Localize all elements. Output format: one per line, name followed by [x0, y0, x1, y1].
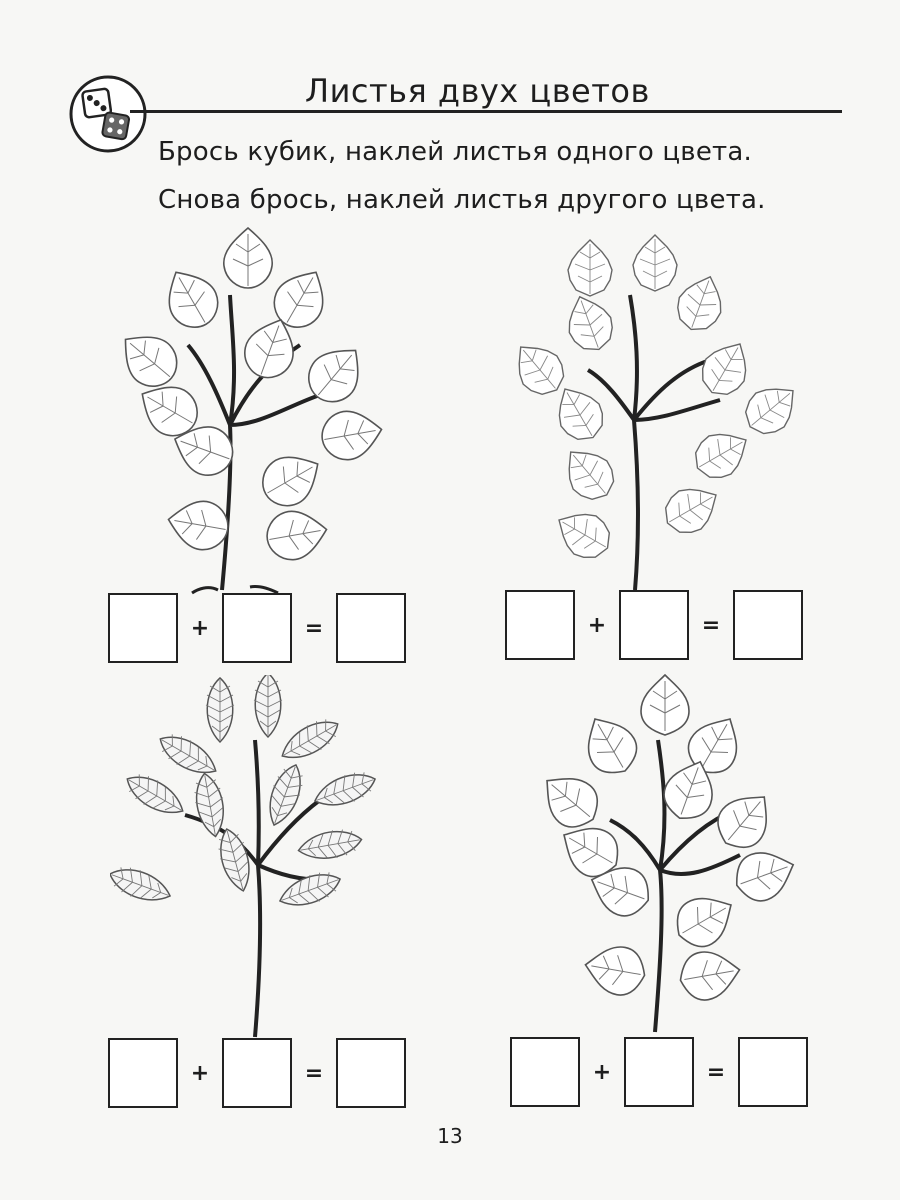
answer-box-1c[interactable] [336, 593, 406, 663]
plus-sign: + [190, 1060, 210, 1086]
plus-sign: + [592, 1059, 612, 1085]
answer-box-2a[interactable] [505, 590, 575, 660]
instruction-line-2: Снова брось, наклей листья другого цвета. [158, 185, 766, 215]
answer-box-1a[interactable] [108, 593, 178, 663]
equation-row-3 [108, 1038, 406, 1108]
birch-leaf-tree [510, 230, 810, 595]
page-title: Листья двух цветов [305, 72, 650, 110]
equals-sign: = [304, 1060, 324, 1086]
answer-box-3a[interactable] [108, 1038, 178, 1108]
plus-sign: + [587, 612, 607, 638]
answer-box-4b[interactable] [624, 1037, 694, 1107]
answer-box-2c[interactable] [733, 590, 803, 660]
round-leaf-tree [110, 225, 400, 595]
answer-box-1b[interactable] [222, 593, 292, 663]
answer-box-2b[interactable] [619, 590, 689, 660]
equation-row-1 [108, 593, 406, 663]
striped-leaf-tree [110, 675, 400, 1045]
plus-sign: + [190, 615, 210, 641]
equation-row-4 [510, 1037, 808, 1107]
answer-box-4c[interactable] [738, 1037, 808, 1107]
answer-box-3c[interactable] [336, 1038, 406, 1108]
heart-leaf-tree [540, 670, 810, 1040]
answer-box-3b[interactable] [222, 1038, 292, 1108]
instruction-line-1: Брось кубик, наклей листья одного цвета. [158, 137, 752, 167]
dice-icon [68, 74, 148, 154]
equals-sign: = [304, 615, 324, 641]
answer-box-4a[interactable] [510, 1037, 580, 1107]
equals-sign: = [706, 1059, 726, 1085]
page-number: 13 [437, 1124, 463, 1148]
equation-row-2 [505, 590, 803, 660]
title-rule [130, 110, 842, 113]
equals-sign: = [701, 612, 721, 638]
